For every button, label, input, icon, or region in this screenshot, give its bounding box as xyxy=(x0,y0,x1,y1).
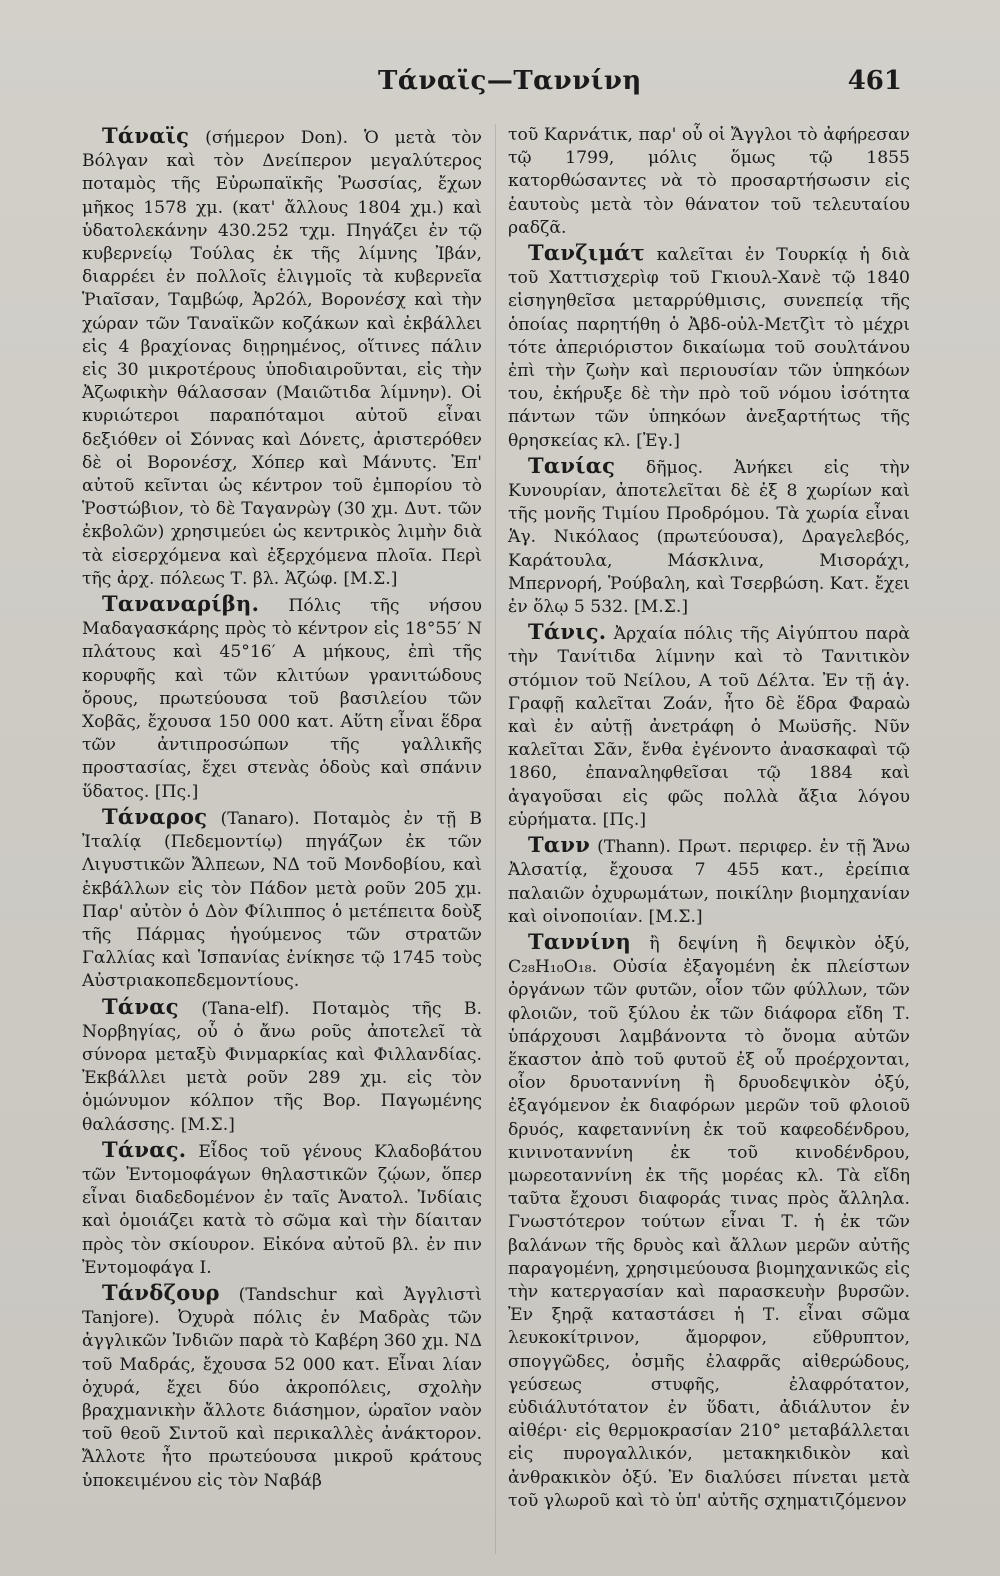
entry-text: δῆμος. Ἀνήκει εἰς τὴν Κυνουρίαν, ἀποτελεῖται δὲ ἐξ 8 χωρίων καὶ τῆς μονῆς Τιμίου Προδρόμου. Τὰ χωρία εἶναι Ἁγ. Νικόλαος (πρωτεύουσα), Δραγελεβός, Καράτουλα, Μάσκλινα, Μισοράχι, Μπερνορή, Ῥούβαλη, καὶ Τσερβώση. Κατ. ἔχει ἐν ὅλῳ 5 532. [Μ.Σ.] xyxy=(508,457,910,618)
dictionary-entry xyxy=(508,930,910,1513)
entry-text: (Thann). Πρωτ. περιφερ. ἐν τῇ Ἄνω Ἀλσατίᾳ, ἔχουσα 7 455 κατ., ἐρείπια παλαιῶν ὀχυρωμάτων, ποικίλην βιομηχανίαν καὶ οἰνοποιίαν. [Μ.Σ.] xyxy=(508,837,910,927)
entry-headword: Τανν xyxy=(528,832,591,858)
entry-text: (Tana-elf). Ποταμὸς τῆς Β. Νορβηγίας, οὗ ὁ ἄνω ροῦς ἀποτελεῖ τὰ σύνορα μεταξὺ Φινμαρκίας καὶ Φιλλανδίας. Ἐκβάλλει μετὰ ροῦν 289 χμ. εἰς τὸν ὁμώνυμον κόλπον τῆς Βορ. Παγωμένης θαλάσσης. [Μ.Σ.] xyxy=(82,998,482,1135)
entry-headword: Ταναναρίβη. xyxy=(102,591,260,617)
dictionary-entry xyxy=(508,620,910,832)
header-title: Τάναϊς—Ταννίνη xyxy=(378,66,642,96)
dictionary-entry xyxy=(508,124,910,240)
dictionary-entry xyxy=(82,124,482,591)
entry-text: (σήμερον Don). Ὁ μετὰ τὸν Βόλγαν καὶ τὸν Δνείπερον μεγαλύτερος ποταμὸς τῆς Εὐρωπαϊκῆς Ῥωσσίας, ἔχων μῆκος 1578 χμ. (κατ' ἄλλους 1804 χμ.) καὶ ὑδατολεκάνην 430.252 τχμ. Πηγάζει ἐν τῷ κυβερνείῳ Τούλας ἐκ τῆς λίμνης Ἰβάν, διαρρέει ἐν πολλοῖς ἑλιγμοῖς τὰ κυβερνεῖα Ῥιαῖσαν, Ταμβώφ, Ἀρ2όλ, Βορονέσχ καὶ τὴν χώραν τῶν Ταναϊκῶν κοζάκων καὶ ἐκβάλλει εἰς 4 βραχίονας διῃρημένος, οἵτινες πάλιν εἰς 30 μικροτέρους ὑποδιαιροῦνται, εἰς τὴν Ἀζωφικὴν θάλασσαν (Μαιῶτιδα λίμνην). Οἱ κυριώτεροι παραπόταμοι αὐτοῦ εἶναι δεξιόθεν οἱ Σόννας καὶ Δόνετς, ἀριστερόθεν δὲ οἱ Βορονέσχ, Χόπερ καὶ Μάνυτς. Ἐπ' αὐτοῦ κεῖνται ὡς κέντρον τοῦ ἐμπορίου τὸ Ῥοστώβιον, τὸ δὲ Ταγανρὼγ (30 χμ. Δυτ. τῶν ἐκβολῶν) χρησιμεύει ὡς κεντρικὸς λιμὴν διὰ τὰ εἰσερχόμενα καὶ ἐξερχόμενα πλοῖα. Περὶ τῆς ἀρχ. πόλεως Τ. βλ. Ἀζώφ. [Μ.Σ.] xyxy=(82,128,482,589)
right-column xyxy=(508,124,910,1514)
column-divider xyxy=(495,124,496,1554)
entry-headword: Τάνας. xyxy=(102,1136,187,1162)
entry-headword: Ταννίνη xyxy=(528,928,632,954)
entry-headword: Τάναρος xyxy=(102,803,208,829)
left-column xyxy=(82,124,482,1494)
entry-headword: Τάνας xyxy=(102,993,179,1019)
entry-text: ἢ δεψίνη ἢ δεψικὸν ὀξύ, C₂₈H₁₀O₁₈. Οὐσία ἐξαγομένη ἐκ πλείστων ὀργάνων τῶν φυτῶν, οἷον τῶν φύλλων, τῶν φλοιῶν, τοῦ ξύλου ἐκ τῶν διάφορα εἴδη Τ. ὑπάρχουσι λαμβάνοντα τὸ ὄνομα αὐτῶν ἕκαστον ἀπὸ τοῦ φυτοῦ ἐξ οὗ προέρχονται, οἷον δρυοταννίνη ἢ δρυοδεψικὸν ὀξύ, ἐξαγόμενον ἐκ διαφόρων μερῶν τοῦ φλοιοῦ δρυός, καφεταννίνη ἐκ τοῦ καφεοδένδρου, κινινοταννίνη ἐκ τοῦ κινοδένδρου, μωρεοταννίνη ἐκ τῆς μορέας κλ. Τὰ εἴδη ταῦτα ἔχουσι διαφοράς τινας πρὸς ἄλληλα. Γνωστότερον τούτων εἶναι Τ. ἡ ἐκ τῶν βαλάνων τῆς δρυὸς καὶ ἄλλων μερῶν αὐτῆς παραγομένη, χρησιμεύουσα βιομηχανικῶς εἰς τὴν κατεργασίαν καὶ παρασκευὴν βυρσῶν. Ἐν ξηρᾷ καταστάσει ἡ Τ. εἶναι σῶμα λευκοκίτρινον, ἄμορφον, εὔθρυπτον, σπογγῶδες, ὀσμῆς ἐλαφρᾶς αἰθερώδους, γεύσεως στυφῆς, ἐλαφρότατον, εὐδιάλυτότατον ἐν ὕδατι, ἀδιάλυτον ἐν αἰθέρι· εἰς θερμοκρασίαν 210° μεταβάλλεται εἰς πυρογαλλικόν, μετακηκιδικὸν καὶ ἀνθρακικὸν ὀξύ. Ἐν διαλύσει πίνεται μετὰ τοῦ γλωροῦ καὶ τὸ ὑπ' αὐτῆς σχηματιζόμενον xyxy=(508,933,910,1511)
dictionary-entry xyxy=(508,454,910,619)
entry-text: καλεῖται ἐν Τουρκίᾳ ἡ διὰ τοῦ Χαττισχερὶφ τοῦ Γκιουλ-Χανὲ τῷ 1840 εἰσηγηθεῖσα μεταρρύθμισις, συνεπείᾳ τῆς ὁποίας παρητήθη ὁ Ἀβδ-οὐλ-Μετζὶτ τὸ μέχρι τότε ἀπεριόριστον δικαίωμα τοῦ σουλτάνου ἐπὶ τὴν ζωὴν καὶ περιουσίαν τῶν ὑπηκόων του, ἐκήρυξε δὲ τὴν πρὸ τοῦ νόμου ἰσότητα πάντων τῶν ὑπηκόων ἀνεξαρτήτως τῆς θρησκείας κλ. [Ἐγ.] xyxy=(508,245,910,451)
entry-headword: Τανίας xyxy=(528,452,616,478)
dictionary-entry xyxy=(82,995,482,1137)
entry-text: τοῦ Καρνάτικ, παρ' οὗ οἱ Ἄγγλοι τὸ ἀφήρεσαν τῷ 1799, μόλις ὅμως τῷ 1855 κατορθώσαντες νὰ τὸ προσαρτήσωσιν εἰς ἑαυτοὺς μετὰ τὸν θάνατον τοῦ τελευταίου ραδζᾶ. xyxy=(508,125,910,238)
dictionary-entry xyxy=(82,1281,482,1493)
entry-text: Ἀρχαία πόλις τῆς Αἰγύπτου παρὰ τὴν Τανίτιδα λίμνην καὶ τὸ Τανιτικὸν στόμιον τοῦ Νείλου, Α τοῦ Δέλτα. Ἐν τῇ ἁγ. Γραφῇ καλεῖται Ζοάν, ἦτο δὲ ἕδρα Φαραὼ καὶ ἐν αὐτῇ ἀνετράφη ὁ Μωϋσῆς. Νῦν καλεῖται Σᾶν, ἔνθα ἐγένοντο ἀνασκαφαὶ τῷ 1860, ἐπαναληφθεῖσαι τῷ 1884 καὶ ἀγαγοῦσαι εἰς φῶς πολλὰ ἄξια λόγου εὑρήματα. [Πς.] xyxy=(508,624,910,830)
entry-text: (Tandschur καὶ Ἀγγλιστὶ Tanjore). Ὀχυρὰ πόλις ἐν Μαδρὰς τῶν ἀγγλικῶν Ἰνδιῶν παρὰ τὸ Καβέρη 360 χμ. ΝΔ τοῦ Μαδράς, ἔχουσα 52 000 κατ. Εἶναι λίαν ὀχυρά, ἔχει δύο ἀκροπόλεις, σχολὴν βραχμανικὴν ἄλλοτε διάσημον, ὡραῖον ναὸν τοῦ θεοῦ Σιντοῦ καὶ περικαλλὲς ἀνάκτορον. Ἄλλοτε ἦτο πρωτεύουσα μικροῦ κράτους ὑποκειμένου εἰς τὸν Ναβάβ xyxy=(82,1284,482,1491)
entry-text: Πόλις τῆς νήσου Μαδαγασκάρης πρὸς τὸ κέντρον εἰς 18°55′ Ν πλάτους καὶ 45°16′ Α μήκους, ἐπὶ τῆς κορυφῆς καὶ τῶν κλιτύων γρανιτώδους ὄρους, πρωτεύουσα τοῦ βασιλείου τῶν Χοβᾶς, ἔχουσα 150 000 κατ. Αὕτη εἶναι ἕδρα τῶν ἀντιπροσώπων τῆς γαλλικῆς προστασίας, ἔχει στενὰς ὁδοὺς καὶ σπάνιν ὕδατος. [Πς.] xyxy=(82,596,482,802)
entry-headword: Τάναϊς xyxy=(102,123,190,148)
entry-headword: Τάνδζουρ xyxy=(102,1279,220,1305)
running-head xyxy=(0,66,1000,106)
entry-text: Εἶδος τοῦ γένους Κλαδοβάτου τῶν Ἐντομοφάγων θηλαστικῶν ζῴων, ὅπερ εἶναι διαδεδομένον ἐν ταῖς Ἀνατολ. Ἰνδίαις καὶ ὁμοιάζει κατὰ τὸ σῶμα καὶ τὴν δίαιταν πρὸς τὸν σκίουρον. Εἰκόνα αὐτοῦ βλ. ἐν πιν Ἐντομοφάγα Ι. xyxy=(82,1141,482,1278)
entry-text: (Tanaro). Ποταμὸς ἐν τῇ Β Ἰταλίᾳ (Πεδεμοντίῳ) πηγάζων ἐκ τῶν Λιγυστικῶν Ἄλπεων, ΝΔ τοῦ Μονδοβίου, καὶ ἐκβάλλων εἰς τὸν Πάδον μετὰ ροῦν 205 χμ. Παρ' αὐτὸν ὁ Δὸν Φίλιππος ὁ μετέπειτα δοὺξ τῆς Πάρμας ἡγούμενος τῶν στρατῶν Γαλλίας καὶ Ἱσπανίας ἐνίκησε τῷ 1745 τοὺς Αὐστριακοπεδεμοντίους. xyxy=(82,808,482,992)
entry-headword: Τανζιμάτ xyxy=(528,240,646,266)
entry-headword: Τάνις. xyxy=(528,619,607,645)
dictionary-entry xyxy=(508,241,910,453)
page-number: 461 xyxy=(847,66,902,96)
dictionary-entry xyxy=(82,805,482,994)
dictionary-entry xyxy=(508,833,910,929)
dictionary-entry xyxy=(82,1138,482,1280)
dictionary-entry xyxy=(82,592,482,804)
